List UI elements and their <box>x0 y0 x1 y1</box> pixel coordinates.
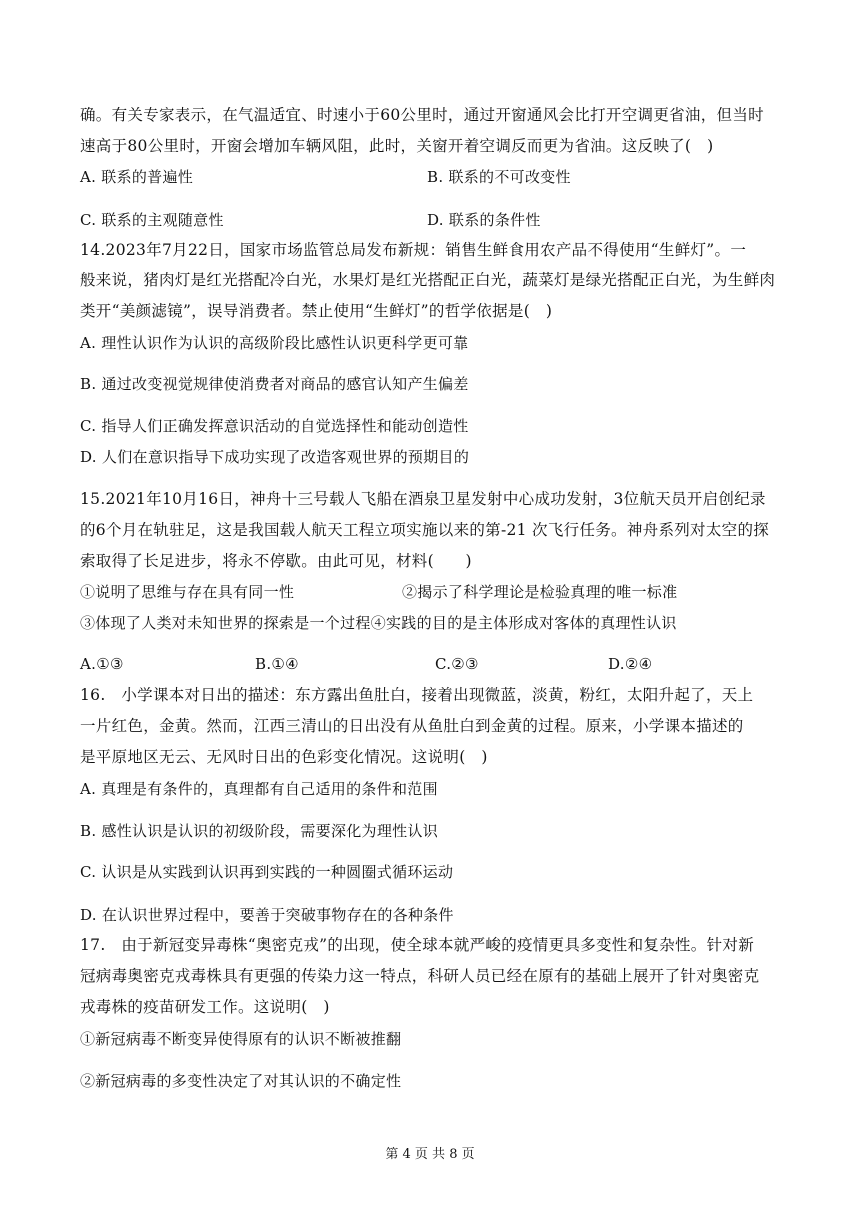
q13-option-d[interactable]: D. 联系的条件性 <box>427 211 541 229</box>
q14-text-line-1: 14.2023年7月22日，国家市场监管总局发布新规：销售生鲜食用农产品不得使用“生鲜灯”。一 <box>80 241 747 259</box>
q14-option-d[interactable]: D. 人们在意识指导下成功实现了改造客观世界的预期目的 <box>80 448 470 466</box>
q13-option-a[interactable]: A. 联系的普遍性 <box>80 168 194 186</box>
q14-option-a[interactable]: A. 理性认识作为认识的高级阶段比感性认识更科学更可靠 <box>80 334 469 352</box>
q15-text-line-3: 索取得了长足进步，将永不停歇。由此可见，材料( ) <box>80 552 472 570</box>
q14-option-b[interactable]: B. 通过改变视觉规律使消费者对商品的感官认知产生偏差 <box>80 375 469 393</box>
q16-text-line-1: 16. 小学课本对日出的描述：东方露出鱼肚白，接着出现微蓝，淡黄，粉红，太阳升起了，天上 <box>80 686 754 704</box>
q16-option-c[interactable]: C. 认识是从实践到认识再到实践的一种圆圈式循环运动 <box>80 863 454 881</box>
q15-item-3-4: ③体现了人类对未知世界的探索是一个过程④实践的目的是主体形成对客体的真理性认识 <box>80 614 677 632</box>
q16-option-a[interactable]: A. 真理是有条件的，真理都有自己适用的条件和范围 <box>80 780 438 798</box>
q17-text-line-1: 17. 由于新冠变异毒株“奥密克戎”的出现，使全球本就严峻的疫情更具多变性和复杂性。针对新 <box>80 936 755 954</box>
q13-text-line-2: 速高于80公里时，开窗会增加车辆风阻，此时，关窗开着空调反而更为省油。这反映了( ) <box>80 137 714 155</box>
q15-item-2: ②揭示了科学理论是检验真理的唯一标准 <box>402 583 678 601</box>
q14-text-line-3: 类开“美颜滤镜”，误导消费者。禁止使用“生鲜灯”的哲学依据是( ) <box>80 302 553 320</box>
q13-option-c[interactable]: C. 联系的主观随意性 <box>80 211 224 229</box>
q15-option-c[interactable]: C.②③ <box>435 655 479 673</box>
q17-text-line-3: 戎毒株的疫苗研发工作。这说明( ) <box>80 998 330 1016</box>
q15-text-line-2: 的6个月在轨驻足，这是我国载人航天工程立项实施以来的第-21 次飞行任务。神舟系列对太空的探 <box>80 521 770 539</box>
q13-text-line-1: 确。有关专家表示，在气温适宜、时速小于60公里时，通过开窗通风会比打开空调更省油，但当时 <box>80 106 764 124</box>
q16-text-line-2: 一片红色，金黄。然而，江西三清山的日出没有从鱼肚白到金黄的过程。原来，小学课本描述的 <box>80 717 744 735</box>
q16-text-line-3: 是平原地区无云、无风时日出的色彩变化情况。这说明( ) <box>80 748 488 766</box>
q14-text-line-2: 般来说，猪肉灯是红光搭配冷白光，水果灯是红光搭配正白光，蔬菜灯是绿光搭配正白光，为生鲜肉 <box>80 271 776 289</box>
q17-text-line-2: 冠病毒奥密克戎毒株具有更强的传染力这一特点，科研人员已经在原有的基础上展开了针对奥密克 <box>80 967 760 985</box>
q16-option-b[interactable]: B. 感性认识是认识的初级阶段，需要深化为理性认识 <box>80 822 439 840</box>
q15-option-b[interactable]: B.①④ <box>255 655 299 673</box>
q17-item-1: ①新冠病毒不断变异使得原有的认识不断被推翻 <box>80 1030 402 1048</box>
q14-option-c[interactable]: C. 指导人们正确发挥意识活动的自觉选择性和能动创造性 <box>80 417 469 435</box>
q13-option-b[interactable]: B. 联系的不可改变性 <box>427 168 571 186</box>
page-number-footer: 第 4 页 共 8 页 <box>385 1147 475 1162</box>
q15-item-1: ①说明了思维与存在具有同一性 <box>80 583 295 601</box>
q17-item-2: ②新冠病毒的多变性决定了对其认识的不确定性 <box>80 1072 402 1090</box>
q15-text-line-1: 15.2021年10月16日，神舟十三号载人飞船在酒泉卫星发射中心成功发射，3位航天员开启创纪录 <box>80 490 766 508</box>
q15-option-a[interactable]: A.①③ <box>80 655 124 673</box>
q15-option-d[interactable]: D.②④ <box>608 655 653 673</box>
q16-option-d[interactable]: D. 在认识世界过程中，要善于突破事物存在的各种条件 <box>80 906 454 924</box>
